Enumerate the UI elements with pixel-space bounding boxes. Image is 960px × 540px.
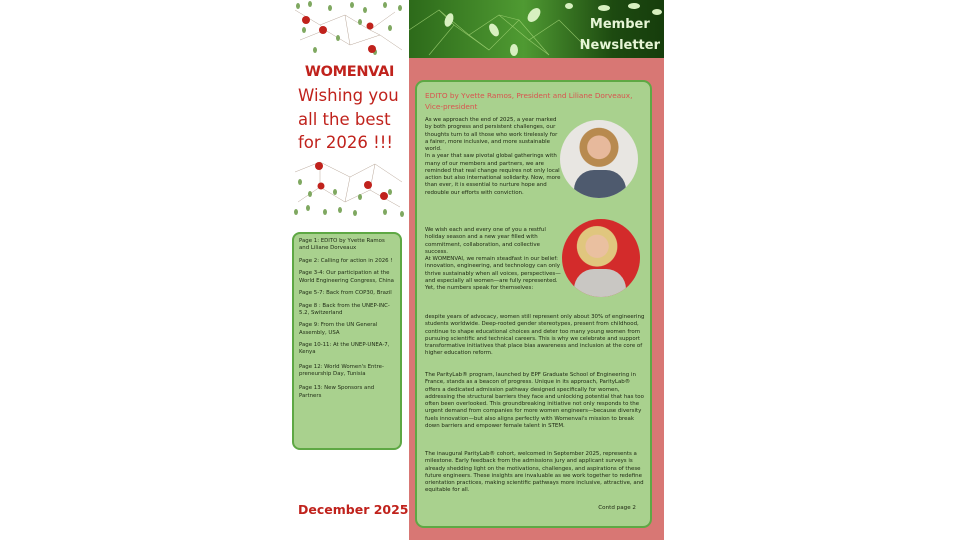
title-line: Newsletter [579, 38, 660, 53]
floral-ornament-bottom-icon [290, 152, 409, 218]
brand-name: WOMENVAI [304, 64, 395, 80]
edito-title: EDITO by Yvette Ramos, President and Liliane Dorveaux, Vice-president [425, 91, 633, 111]
edito-paragraph-2-cont: despite years of advocacy, women still represent only about 30% of engineering students worldwide. Deep-rooted gender stereotypes, present from childhood, continue to shape educational choices and deter too many young women from pursuing scientific and technical careers. This is why we celebrate and support transformative initiatives that place bias awareness and inclusion at the core of higher education reform. [425, 314, 645, 357]
paragraph-text: At WOMENVAI, we remain steadfast in our belief: innovation, engineering, and technology can only thrive sustainably when all voices, perspectives—and especially all women—are fully represented. Yet, the numbers speak for themselves: [425, 256, 561, 291]
greeting [298, 84, 399, 155]
newsletter-header [409, 0, 664, 58]
greeting-line: Wishing you [298, 86, 399, 105]
title-line: Member [589, 17, 650, 32]
toc-item[interactable]: Page 10-11: At the UNEP-UNEA-7, Kenya [299, 342, 390, 356]
continued-link[interactable]: Contd page 2 [598, 505, 636, 511]
edito-card [415, 80, 652, 528]
toc-item[interactable]: Page 12: World Women's Entre-preneurship Day, Tunisia [299, 363, 384, 377]
greeting-line: all the best [298, 109, 391, 129]
paragraph-text: As we approach the end of 2025, a year marked by both progress and persistent challenges, our thoughts turn to all those who work tirelessly for a fairer, more inclusive, and more sustainable world. [425, 117, 558, 152]
issue-date: December 2025 [298, 502, 409, 517]
toc-item[interactable]: Page 1: EDITO by Yvette Ramos and Liliane Dorveaux [299, 238, 385, 252]
paragraph-text: In a year that saw pivotal global gatherings with many of our members and partners, we are reminded that real change requires not only local action but also international solidarity. Now, more than ever, it is essential to nurture hope and redouble our efforts with conviction. [425, 153, 561, 196]
toc-item[interactable]: Page 9: From the UN General Assembly, USA [299, 322, 378, 336]
edito-paragraph-3: The ParityLab® program, launched by EPF Graduate School of Engineering in France, stands as a beacon of progress. Unique in its approach, ParityLab® offers a dedicated admission pathway designed specifically for women, addressing the structural barriers they face and unlocking potential that has too often been overlooked. This groundbreaking initiative not only responds to the urgent demand from companies for more women engineers—because diversity fuels innovation—but also aligns perfectly with Womenvai's mission to break down barriers and empower female talent in STEM. [425, 372, 644, 429]
greeting-line: for 2026 !!! [298, 133, 394, 152]
paragraph-text: We wish each and every one of you a restful holiday season and a new year filled with commitment, collaboration, and collective success. [425, 227, 546, 255]
toc-item[interactable]: Page 5-7: Back from COP30, Brazil [299, 290, 392, 297]
toc-item[interactable]: Page 2: Calling for action in 2026 ! [299, 257, 393, 264]
newsletter-title [580, 14, 660, 56]
president-photo [560, 120, 638, 198]
floral-ornament-top-icon [290, 0, 409, 62]
vice-president-photo [562, 219, 640, 297]
edito-paragraph-4: The inaugural ParityLab® cohort, welcomed in September 2025, represents a milestone. Early feedback from the admissions jury and applicant surveys is already shedding light on the motivations, challenges, and aspirations of these future engineers. These insights are invaluable as we work together to redefine orientation practices, making scientific pathways more inclusive, attractive, and equitable for all. [425, 451, 644, 494]
edito-paragraph-2 [425, 227, 561, 292]
left-column [290, 0, 409, 540]
toc-item[interactable]: Page 13: New Sponsors and Partners [299, 385, 375, 399]
table-of-contents [292, 232, 402, 450]
toc-item[interactable]: Page 8 : Back from the UNEP-INC-5.2, Switzerland [299, 302, 390, 316]
toc-item[interactable]: Page 3-4: Our participation at the World Engineering Congress, China [299, 270, 394, 284]
newsletter-main [409, 0, 664, 540]
edito-paragraph-1 [425, 117, 561, 197]
